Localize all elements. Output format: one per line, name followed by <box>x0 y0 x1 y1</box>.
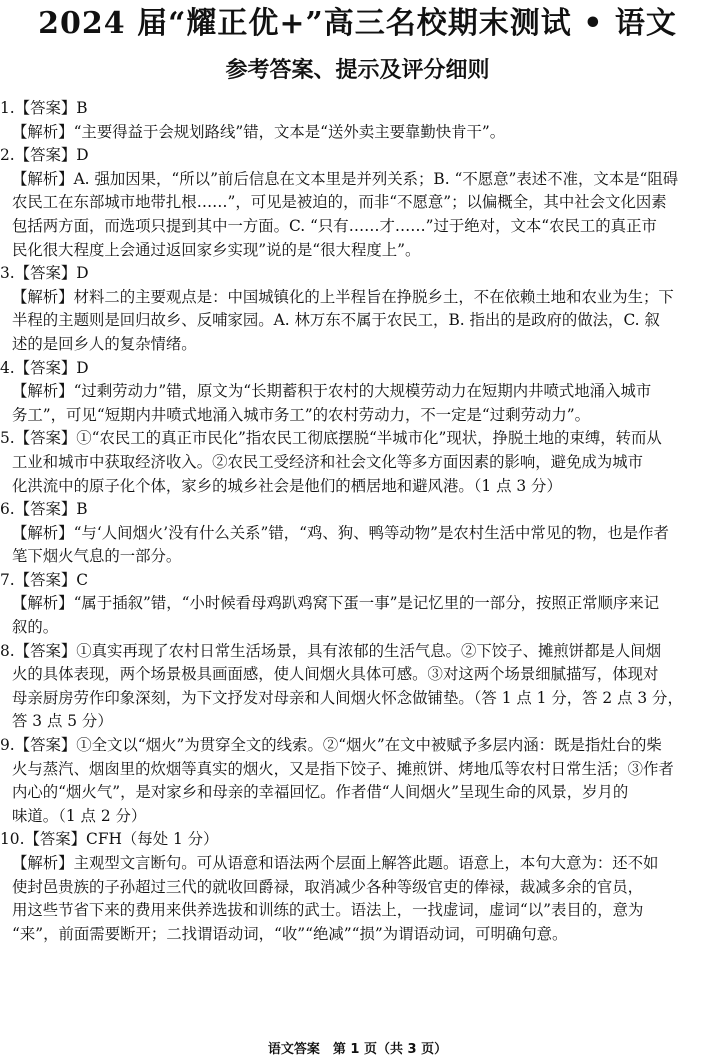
answer-line: 4.【答案】D <box>0 358 89 377</box>
explanation-line: 【解析】A. 强加因果，“所以”前后信息在文本里是并列关系；B. “不愿意”表述不准，文本是“阻碍 <box>12 169 679 188</box>
explanation-line: 用这些节省下来的费用来供养选拔和训练的武士。语法上，一找虚词，虚词“以”表目的，意为 <box>12 901 644 920</box>
explanation-line: 火的具体表现，两个场景极具画面感，使人间烟火具体可感。③对这两个场景细腻描写，体现对 <box>12 665 659 684</box>
answer-list <box>0 97 712 946</box>
answer-item <box>0 828 712 946</box>
answer-item <box>0 498 712 569</box>
explanation-line: 母亲厨房劳作印象深刻，为下文抒发对母亲和人间烟火怀念做铺垫。（答 1 点 1 分，答 2 点 3 分， <box>12 688 683 707</box>
explanation-line: 内心的“烟火气”，是对家乡和母亲的幸福回忆。作者借“人间烟火”呈现生命的风景，岁月的 <box>12 783 629 802</box>
answer-line: 8.【答案】①真实再现了农村日常生活场景，具有浓郁的生活气息。②下饺子、摊煎饼都是人间烟 <box>0 641 662 660</box>
explanation-line: 答 3 点 5 分） <box>12 712 113 731</box>
explanation-line: 笔下烟火气息的一部分。 <box>12 547 182 566</box>
answer-item <box>0 734 712 828</box>
answer-line: 7.【答案】C <box>0 570 89 589</box>
answer-line: 10.【答案】CFH（每处 1 分） <box>0 830 219 849</box>
explanation-line: 包括两方面，而选项只提到其中一方面。C. “只有……才……”过于绝对，文本“农民工的真正市 <box>12 216 657 235</box>
answer-item <box>0 357 712 428</box>
answer-item <box>0 97 712 144</box>
answer-line: 2.【答案】D <box>0 146 89 165</box>
answer-item <box>0 262 712 356</box>
answer-line: 5.【答案】①“农民工的真正市民化”指农民工彻底摆脱“半城市化”现状，挣脱土地的束缚，转而从 <box>0 429 662 448</box>
page-title: 2024 届“耀正优+”高三名校期末测试 • 语文 <box>38 6 677 41</box>
answer-item <box>0 144 712 262</box>
page-footer: 语文答案 第 1 页（共 3 页） <box>267 1042 448 1057</box>
explanation-line: 工业和城市中获取经济收入。②农民工受经济和社会文化等多方面因素的影响，避免成为城市 <box>12 452 644 471</box>
explanation-line: 民化很大程度上会通过返回家乡实现”说的是“很大程度上”。 <box>12 240 421 259</box>
explanation-line: 味道。（1 点 2 分） <box>12 806 147 825</box>
explanation-line: 使封邑贵族的子孙超过三代的就收回爵禄，取消减少各种等级官吏的俸禄，裁减多余的官员， <box>12 877 644 896</box>
explanation-line: 【解析】“过剩劳动力”错，原文为“长期蓄积于农村的大规模劳动力在短期内井喷式地涌入城市 <box>12 382 652 401</box>
answer-item <box>0 640 712 734</box>
explanation-line: 农民工在东部城市地带扎根……”，可见是被迫的，而非“不愿意”；以偏概全，其中社会文化因素 <box>12 193 667 212</box>
explanation-line: 【解析】“主要得益于会规划路线”错，文本是“送外卖主要靠勤快肯干”。 <box>12 122 506 141</box>
explanation-line: 火与蒸汽、烟囱里的炊烟等真实的烟火，又是指下饺子、摊煎饼、烤地瓜等农村日常生活；③作者 <box>12 759 674 778</box>
explanation-line: 化洪流中的原子化个体，家乡的城乡社会是他们的栖居地和避风港。（1 点 3 分） <box>12 476 562 495</box>
answer-line: 1.【答案】B <box>0 99 88 117</box>
explanation-line: 【解析】“属于插叙”错，“小时候看母鸡趴鸡窝下蛋一事”是记忆里的一部分，按照正常顺序来记 <box>12 594 660 613</box>
answer-line: 9.【答案】①全文以“烟火”为贯穿全文的线索。②“烟火”在文中被赋予多层内涵：既是指灶台的柴 <box>0 736 662 755</box>
answer-item <box>0 569 712 640</box>
explanation-line: 务工”，可见“短期内井喷式地涌入城市务工”的农村劳动力，不一定是“过剩劳动力”。 <box>12 405 591 424</box>
page-subtitle: 参考答案、提示及评分细则 <box>225 58 490 83</box>
answer-line: 6.【答案】B <box>0 500 88 519</box>
answer-item <box>0 427 712 498</box>
explanation-line: “来”，前面需要断开；二找谓语动词，“收”“绝减”“损”为谓语动词，可明确句意。 <box>12 924 568 943</box>
answer-line: 3.【答案】D <box>0 264 89 283</box>
explanation-line: 叙的。 <box>12 618 59 637</box>
explanation-line: 半程的主题则是回归故乡、反哺家园。A. 林万东不属于农民工，B. 指出的是政府的做法，C. 叙 <box>12 311 660 330</box>
explanation-line: 【解析】“与‘人间烟火’没有什么关系”错，“鸡、狗、鸭等动物”是农村生活中常见的物，也是作者 <box>12 523 669 542</box>
explanation-line: 述的是回乡人的复杂情绪。 <box>12 334 197 353</box>
explanation-line: 【解析】材料二的主要观点是：中国城镇化的上半程旨在挣脱乡土，不在依赖土地和农业为生；下 <box>12 287 674 306</box>
explanation-line: 【解析】主观型文言断句。可从语意和语法两个层面上解答此题。语意上，本句大意为：还不如 <box>12 854 659 872</box>
